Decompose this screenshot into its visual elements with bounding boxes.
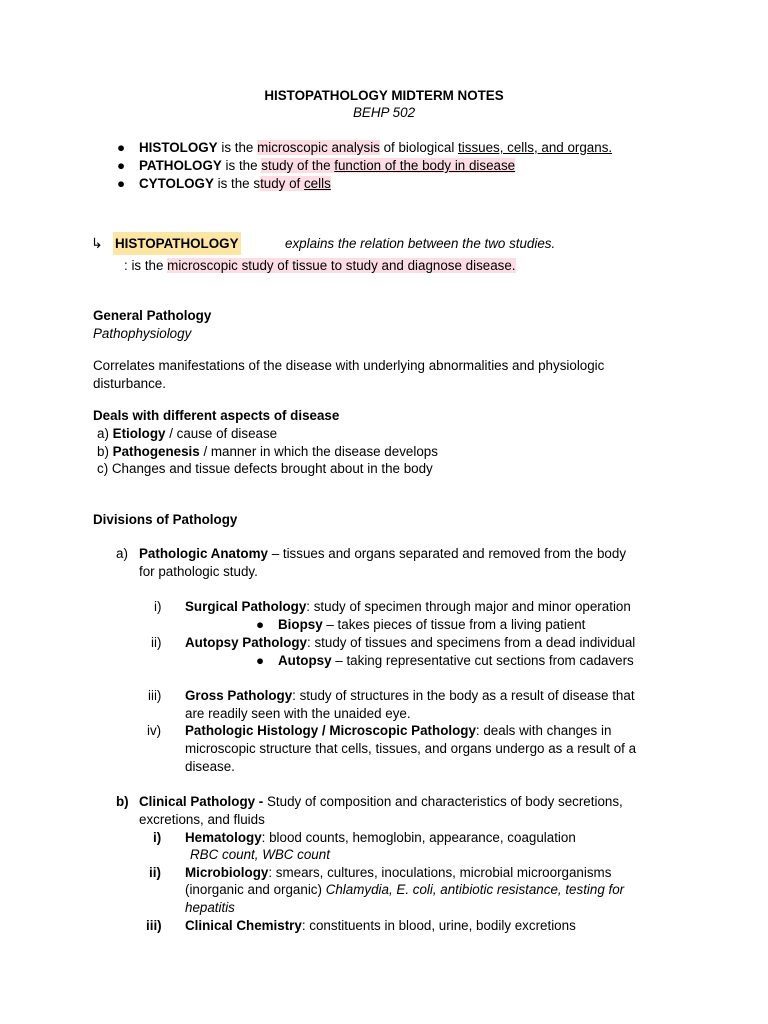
- bullet-icon: ●: [256, 653, 265, 668]
- general-pathology-heading: General Pathology: [93, 308, 212, 323]
- aspect-etiology: a) Etiology / cause of disease: [97, 426, 278, 441]
- microscopic-pathology: Pathologic Histology / Microscopic Pathology: deals with changes in: [185, 723, 612, 738]
- general-paragraph-line2: disturbance.: [93, 376, 166, 391]
- clinical-pathology-line2: excretions, and fluids: [139, 812, 265, 827]
- aspects-heading: Deals with different aspects of disease: [93, 408, 340, 423]
- bullet-icon: ●: [117, 158, 126, 173]
- microbiology-line2: (inorganic and organic) Chlamydia, E. coli, antibiotic resistance, testing for: [185, 882, 625, 897]
- definition-pathology: ● PATHOLOGY is the study of the function of the body in disease: [117, 158, 516, 173]
- microscopic-pathology-line2: microscopic structure that cells, tissues, and organs undergo as a result of a: [185, 741, 637, 756]
- autopsy-pathology: Autopsy Pathology: study of tissues and specimens from a dead individual: [185, 635, 636, 650]
- histopathology-note: explains the relation between the two studies.: [285, 236, 556, 251]
- arrow-icon: ↳: [91, 235, 103, 251]
- definition-cytology: ● CYTOLOGY is the study of cells: [117, 176, 331, 191]
- definition-histology: ● HISTOLOGY is the microscopic analysis of biological tissues, cells, and organs.: [117, 140, 613, 155]
- bullet-icon: ●: [256, 617, 265, 632]
- microbiology-line3: hepatitis: [185, 900, 235, 915]
- list-label: i): [154, 599, 162, 614]
- list-label: i): [153, 830, 162, 845]
- list-label: iii): [146, 918, 162, 933]
- divisions-heading: Divisions of Pathology: [93, 512, 238, 527]
- list-label: iv): [147, 723, 162, 738]
- histopathology-term: HISTOPATHOLOGY: [113, 232, 241, 255]
- list-label: iii): [148, 688, 162, 703]
- surgical-pathology: Surgical Pathology: study of specimen through major and minor operation: [185, 599, 631, 614]
- biopsy-bullet: ● Biopsy – takes pieces of tissue from a living patient: [256, 617, 586, 632]
- pathologic-anatomy-line2: for pathologic study.: [139, 564, 258, 579]
- hematology-examples: RBC count, WBC count: [190, 847, 330, 862]
- clinical-chemistry: Clinical Chemistry: constituents in blood, urine, bodily excretions: [185, 918, 576, 933]
- page-title: HISTOPATHOLOGY MIDTERM NOTES: [264, 88, 504, 103]
- list-label: a): [116, 546, 128, 561]
- hematology: Hematology: blood counts, hemoglobin, appearance, coagulation: [185, 830, 576, 845]
- bullet-icon: ●: [117, 176, 126, 191]
- general-paragraph-line1: Correlates manifestations of the disease with underlying abnormalities and physiologic: [93, 358, 605, 373]
- clinical-pathology: Clinical Pathology - Study of composition and characteristics of body secretions,: [139, 794, 623, 809]
- gross-pathology-line2: are readily seen with the unaided eye.: [185, 706, 411, 721]
- bullet-icon: ●: [117, 140, 126, 155]
- pathologic-anatomy: Pathologic Anatomy – tissues and organs separated and removed from the body: [139, 546, 627, 561]
- microscopic-pathology-line3: disease.: [185, 759, 235, 774]
- list-label: ii): [151, 635, 162, 650]
- microbiology: Microbiology: smears, cultures, inoculations, microbial microorganisms: [185, 865, 612, 880]
- histopathology-definition: : is the microscopic study of tissue to study and diagnose disease.: [124, 258, 516, 273]
- autopsy-bullet: ● Autopsy – taking representative cut sections from cadavers: [256, 653, 634, 668]
- page-subtitle: BEHP 502: [352, 105, 416, 120]
- aspect-changes: c) Changes and tissue defects brought about in the body: [97, 461, 433, 476]
- general-pathology-subtitle: Pathophysiology: [93, 326, 192, 341]
- list-label: ii): [149, 865, 161, 880]
- list-label: b): [116, 794, 129, 809]
- aspect-pathogenesis: b) Pathogenesis / manner in which the disease develops: [97, 444, 438, 459]
- gross-pathology: Gross Pathology: study of structures in the body as a result of disease that: [185, 688, 635, 703]
